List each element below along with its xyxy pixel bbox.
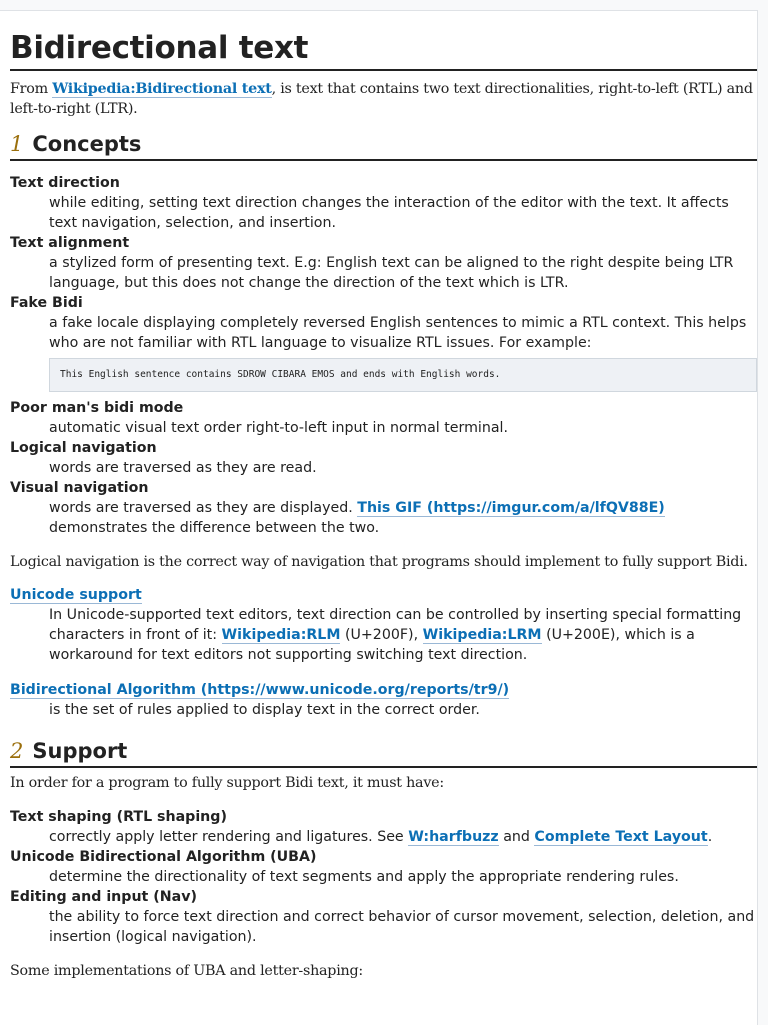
concepts-list <box>10 173 757 538</box>
support-list <box>10 807 757 947</box>
term-fake-bidi: Fake Bidi <box>10 295 83 311</box>
desc-unicode-3: (U+200E), which is a workaround for text editors not supporting switching text direction. <box>49 627 695 663</box>
link-harfbuzz[interactable]: W:harfbuzz <box>408 829 499 845</box>
term-poor-mans-bidi: Poor man's bidi mode <box>10 400 184 416</box>
link-lrm[interactable]: Wikipedia:LRM <box>422 627 542 643</box>
desc-visual-navigation <box>49 498 757 538</box>
article-content <box>0 29 757 981</box>
term-editing-input: Editing and input (Nav) <box>10 889 197 905</box>
term-text-alignment: Text alignment <box>10 235 130 251</box>
desc-visual-before: words are traversed as they are displayed. <box>49 500 358 516</box>
section-title: Concepts <box>32 132 142 156</box>
desc-shaping-1: correctly apply letter rendering and ligatures. See <box>49 829 409 845</box>
desc-unicode-2: (U+200F), <box>340 627 423 643</box>
logical-note-paragraph: Logical navigation is the correct way of navigation that programs should implement to fully support Bidi. <box>10 554 748 570</box>
link-complete-text-layout[interactable]: Complete Text Layout <box>534 829 708 845</box>
page-title: Bidirectional text <box>10 29 757 71</box>
desc-shaping-3: . <box>707 829 713 845</box>
intro-suffix: , is text that contains two text directionalities, right-to-left (RTL) and left-to-right (LTR). <box>10 81 753 117</box>
unicode-support-list <box>10 585 757 665</box>
intro-prefix: From <box>10 81 53 97</box>
desc-bidi-algorithm: is the set of rules applied to display text in the correct order. <box>49 702 480 718</box>
term-logical-navigation: Logical navigation <box>10 440 157 456</box>
term-unicode-support-wrap <box>10 585 757 605</box>
link-gif[interactable]: This GIF (https://imgur.com/a/lfQV88E) <box>357 500 665 516</box>
code-example: This English sentence contains SDROW CIBARA EMOS and ends with English words. <box>49 358 757 392</box>
desc-logical-navigation: words are traversed as they are read. <box>49 460 317 476</box>
link-rlm[interactable]: Wikipedia:RLM <box>221 627 341 643</box>
desc-uba: determine the directionality of text segments and apply the appropriate rendering rules. <box>49 869 679 885</box>
article-page <box>0 10 758 1025</box>
desc-text-alignment: a stylized form of presenting text. E.g: English text can be aligned to the right despite being LTR language, but this does not change the direction of the text which is LTR. <box>49 255 734 291</box>
section-heading-concepts <box>10 130 757 161</box>
term-uba: Unicode Bidirectional Algorithm (UBA) <box>10 849 317 865</box>
implementations-intro-paragraph: Some implementations of UBA and letter-shaping: <box>10 963 363 979</box>
desc-unicode-1: In Unicode-supported text editors, text direction can be controlled by inserting special formatting characters in front of it: <box>49 607 742 643</box>
link-bidi-algorithm[interactable]: Bidirectional Algorithm (https://www.unicode.org/reports/tr9/) <box>10 682 510 698</box>
support-intro-paragraph: In order for a program to fully support Bidi text, it must have: <box>10 775 444 791</box>
term-bidi-algorithm-wrap <box>10 680 757 700</box>
section-heading-support <box>10 737 757 768</box>
term-visual-navigation: Visual navigation <box>10 480 149 496</box>
link-unicode-support[interactable]: Unicode support <box>10 587 142 603</box>
term-text-direction: Text direction <box>10 175 120 191</box>
desc-fake-bidi-block <box>10 313 757 392</box>
section-title: Support <box>32 739 128 763</box>
desc-visual-after: demonstrates the difference between the two. <box>49 520 380 536</box>
desc-editing-input: the ability to force text direction and correct behavior of cursor movement, selection, deletion, and insertion (logical navigation). <box>49 909 755 945</box>
section-number: 1 <box>10 132 24 156</box>
desc-text-shaping <box>49 827 757 847</box>
section-number: 2 <box>10 739 24 763</box>
desc-text-direction: while editing, setting text direction changes the interaction of the editor with the text. It affects text navigation, selection, and insertion. <box>49 195 729 231</box>
desc-fake-bidi: a fake locale displaying completely reversed English sentences to mimic a RTL context. This helps who are not familiar with RTL language to visualize RTL issues. For example: <box>49 315 747 351</box>
intro-link-wikipedia[interactable]: Wikipedia:Bidirectional text <box>52 81 272 97</box>
desc-unicode-support <box>49 605 757 665</box>
desc-poor-mans-bidi: automatic visual text order right-to-left input in normal terminal. <box>49 420 508 436</box>
bidi-algorithm-list <box>10 680 757 720</box>
intro-paragraph <box>10 79 757 119</box>
term-text-shaping: Text shaping (RTL shaping) <box>10 809 227 825</box>
desc-shaping-2: and <box>498 829 535 845</box>
